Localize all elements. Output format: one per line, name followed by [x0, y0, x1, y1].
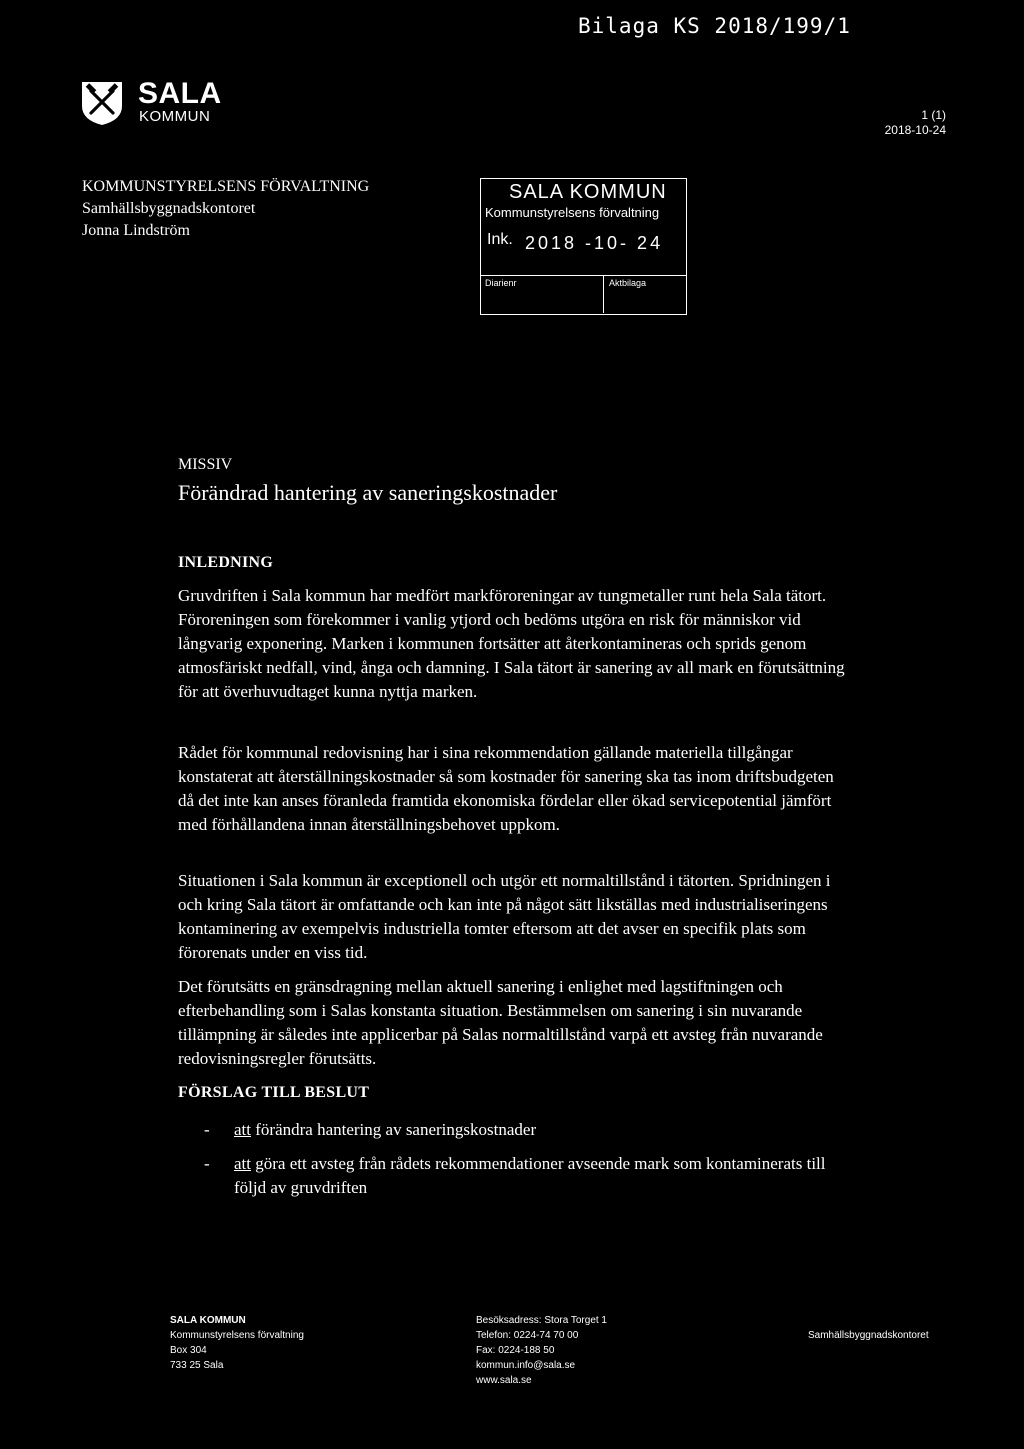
section-heading-proposal: FÖRSLAG TILL BESLUT [178, 1084, 370, 1101]
footer-line: Box 304 [170, 1345, 207, 1356]
stamp-aktbilaga-label: Aktbilaga [609, 278, 647, 288]
footer-website: www.sala.se [476, 1375, 532, 1386]
crossed-hammers-shield-icon [80, 80, 136, 126]
proposal-body: förändra hantering av saneringskostnader [255, 1120, 537, 1139]
sender-block [82, 176, 369, 242]
proposal-body: göra ett avsteg från rådets rekommendationer avseende mark som kontaminerats till följd av gruvdriften [234, 1154, 826, 1197]
footer-line: Telefon: 0224-74 70 00 [476, 1330, 579, 1341]
sender-office: Samhällsbyggnadskontoret [82, 200, 256, 217]
paragraph: Situationen i Sala kommun är exceptionell och utgör ett normaltillstånd i tätorten. Spridningen i och kring Sala tätort är omfattande och kan inte på något sätt likställas med industrialiseringens kontaminering av exempelvis industriella tomter eftersom att det avser en specifik plats som förorenats under en viss tid. [178, 871, 831, 962]
page-number: 1 (1) [921, 108, 946, 122]
footer-address-block [170, 1313, 304, 1373]
stamp-ink-label: Ink. [487, 231, 513, 248]
proposal-keyword: att [234, 1154, 251, 1173]
municipality-logo [80, 77, 300, 126]
paragraph: Det förutsätts en gränsdragning mellan aktuell sanering i enlighet med lagstiftningen och efterbehandling som i Salas konstanta situation. Bestämmelsen om sanering i sin nuvarande tillämpning är således inte applicerbar på Salas normaltillstånd varpå ett avsteg från nuvarande redovisningsregler förutsätts. [178, 977, 823, 1068]
list-dash: - [204, 1154, 210, 1173]
document-title: Förändrad hantering av saneringskostnader [178, 480, 558, 505]
sender-person: Jonna Lindström [82, 222, 190, 239]
footer-office-block [808, 1328, 929, 1343]
logo-subtitle: KOMMUN [139, 108, 211, 125]
attachment-reference: Bilaga KS 2018/199/1 [578, 14, 851, 38]
list-dash: - [204, 1120, 210, 1139]
proposal-keyword: att [234, 1120, 251, 1139]
proposal-text [234, 1152, 834, 1200]
received-stamp [480, 178, 687, 315]
stamp-diarienr-label: Diarienr [485, 278, 517, 288]
document-date: 2018-10-24 [884, 123, 946, 137]
footer-contact-block [476, 1313, 607, 1388]
paragraph: Gruvdriften i Sala kommun har medfört markföroreningar av tungmetaller runt hela Sala tätort. Föroreningen som förekommer i vanlig ytjord och bedöms utgöra en risk för människor vid långvarig exponering. Marken i kommunen fortsätter att återkontamineras och sprids genom atmosfäriskt nedfall, vind, ånga och damning. I Sala tätort är sanering av all mark en förutsättning för att överhuvudtaget kunna nyttja marken. [178, 586, 845, 701]
logo-name: SALA [138, 77, 222, 110]
footer-org-name: SALA KOMMUN [170, 1315, 246, 1326]
footer-line: Besöksadress: Stora Torget 1 [476, 1315, 607, 1326]
proposal-text [234, 1118, 834, 1142]
stamp-divider [481, 275, 686, 276]
stamp-column-divider [603, 275, 604, 313]
footer-line: Samhällsbyggnadskontoret [808, 1330, 929, 1341]
section-heading-introduction: INLEDNING [178, 554, 274, 571]
paragraph: Rådet för kommunal redovisning har i sina rekommendation gällande materiella tillgångar konstaterat att återställningskostnader så som kostnader för sanering ska tas inom driftsbudgeten då det inte kan anses föranleda framtida ekonomiska fördelar eller ökad servicepotential jämfört med förhållandena innan återställningsbehovet uppkom. [178, 743, 834, 834]
document-type: MISSIV [178, 456, 233, 473]
footer-line: 733 25 Sala [170, 1360, 224, 1371]
footer-line: Kommunstyrelsens förvaltning [170, 1330, 304, 1341]
stamp-received-date: 2018 -10- 24 [525, 233, 664, 253]
footer-line: Fax: 0224-188 50 [476, 1345, 555, 1356]
stamp-department: Kommunstyrelsens förvaltning [485, 205, 660, 220]
footer-email: kommun.info@sala.se [476, 1360, 576, 1371]
stamp-organisation: SALA KOMMUN [509, 181, 667, 203]
sender-organisation: KOMMUNSTYRELSENS FÖRVALTNING [82, 178, 370, 195]
